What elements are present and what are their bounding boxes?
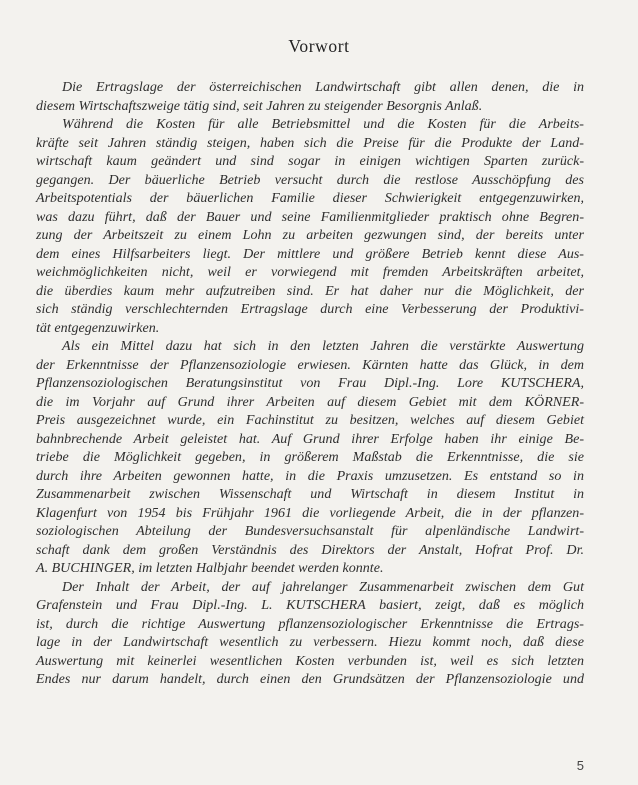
paragraph-3 [36,337,584,578]
text-line: lage in der Landwirtschaft wesentlich zu verbessern. Hiezu kommt noch, daß diese [36,634,584,650]
body-text [36,78,584,689]
text-line: dem eines Hilfsarbeiters liegt. Der mittlere und größere Betrieb kennt diese Aus- [36,245,584,262]
text-line: bahnbrechende Arbeit geleistet hat. Auf Grund ihrer Erfolge haben ihr einige Be- [36,430,584,447]
text-line: Der Inhalt der Arbeit, der auf jahrelanger Zusammenarbeit zwischen dem Gut [62,578,584,595]
text-line: wirtschaft kaum geändert und sind sogar in einigen wichtigen Sparten zurück- [36,153,584,169]
paragraph-2 [36,115,584,337]
text-line: Während die Kosten für alle Betriebsmittel und die Kosten für die Arbeits- [62,116,584,132]
text-line: Zusammenarbeit zwischen Wissenschaft und Wirtschaft in diesem Institut in [36,486,584,502]
text-line: zung der Arbeitszeit zu einem Lohn zu arbeiten gezwungen sind, der bereits unter [36,227,584,243]
text-line: Arbeitspotentials der bäuerlichen Familie dieser Schwierigkeit entgegenzuwirken, [36,190,584,206]
text-line: die im Vorjahr auf Grund ihrer Arbeiten auf diesem Gebiet mit dem KÖRNER- [36,393,584,410]
text-line: durch ihre Arbeiten gewonnen hatte, in die Praxis umzusetzen. Es entstand so in [36,467,584,484]
text-line: Auswertung mit keinerlei wesentlichen Kosten verbunden ist, weil es sich letzten [36,652,584,669]
text-line: gegangen. Der bäuerliche Betrieb versucht durch die restlose Ausschöpfung des [36,171,584,188]
text-line: Als ein Mittel dazu hat sich in den letzten Jahren die verstärkte Auswertung [62,338,584,354]
text-line: Die Ertragslage der österreichischen Landwirtschaft gibt allen denen, die in [62,79,584,95]
text-line: ist, durch die richtige Auswertung pflanzensoziologischer Erkenntnisse die Ertrags- [36,615,584,632]
paragraph-4 [36,578,584,689]
page-title: Vorwort [288,36,350,56]
text-line: triebe die Möglichkeit gegeben, in größerem Maßstab die Erkenntnisse, die sie [36,449,584,465]
text-line: was dazu führt, daß der Bauer und seine Familienmitglieder praktisch ohne Begren- [36,208,584,225]
page-number: 5 [576,758,584,773]
text-line: Endes nur darum handelt, durch einen den Grundsätzen der Pflanzensoziologie und [36,671,584,687]
text-line: Pflanzensoziologischen Beratungsinstitut von Frau Dipl.-Ing. Lore KUTSCHERA, [36,375,584,391]
text-line: soziologischen Abteilung der Bundesversuchsanstalt für alpenländische Landwirt- [36,523,584,539]
text-line: der Erkenntnisse der Pflanzensoziologie erwiesen. Kärnten hatte das Glück, in dem [36,356,584,373]
text-line: diesem Wirtschaftszweige tätig sind, seit Jahren zu steigender Besorgnis Anlaß. [36,97,483,114]
text-line: die überdies kaum mehr aufzutreiben sind. Er hat daher nur die Möglichkeit, der [36,282,584,299]
text-line: weichmöglichkeiten nicht, weil er vorwiegend mit fremden Arbeitskräften arbeitet, [36,264,584,280]
text-line: A. BUCHINGER, im letzten Halbjahr beendet werden konnte. [36,560,384,576]
text-line: sich ständig verschlechternden Ertragslage durch eine Verbesserung der Produktivi- [36,301,584,317]
text-line: Klagenfurt von 1954 bis Frühjahr 1961 die vorliegende Arbeit, die in der pflanzen- [36,504,584,521]
text-line: Grafenstein und Frau Dipl.-Ing. L. KUTSCHERA basiert, zeigt, daß es möglich [36,597,584,613]
text-line: Preis ausgezeichnet wurde, ein Fachinstitut zu besitzen, welches auf diesem Gebiet [36,412,584,428]
text-line: schaft dank dem großen Verständnis des Direktors der Anstalt, Hofrat Prof. Dr. [36,541,584,558]
paragraph-1 [36,78,584,115]
text-line: tät entgegenzuwirken. [36,319,160,336]
text-line: kräfte seit Jahren ständig steigen, haben sich die Preise für die Produkte der Land- [36,134,584,151]
